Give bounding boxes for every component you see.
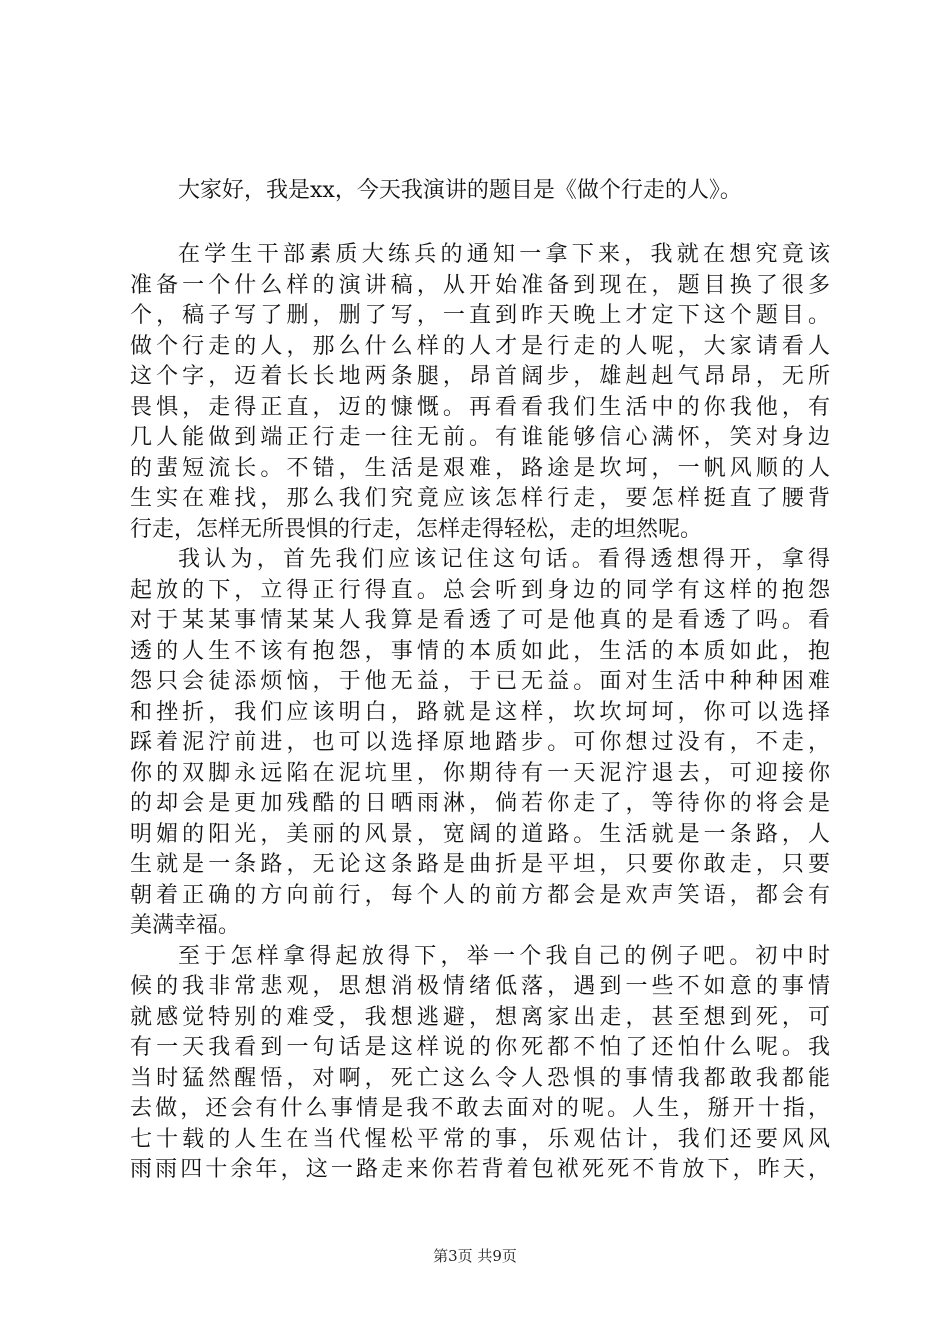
text-line: 的却会是更加残酷的日晒雨淋，倘若你走了，等待你的将会是 [130,791,830,816]
paragraph-3 [130,942,830,1186]
text-line: 生就是一条路，无论这条路是曲折是平坦，只要你敢走，只要 [130,852,830,877]
text-line: 透的人生不该有抱怨，事情的本质如此，生活的本质如此，抱 [130,638,830,664]
text-line: 去做，还会有什么事情是我不敢去面对的呢。人生，掰开十指， [130,1096,830,1121]
text-line: 七十载的人生在当代惺松平常的事，乐观估计，我们还要风风 [130,1126,830,1152]
text-line: 至于怎样拿得起放得下，举一个我自己的例子吧。初中时 [178,943,830,969]
text-line: 生实在难找，那么我们究竟应该怎样行走，要怎样挺直了腰背 [130,486,830,511]
greeting-line: 大家好，我是xx，今天我演讲的题目是《做个行走的人》。 [178,178,742,203]
text-line: 怨只会徒添烦恼，于他无益，于已无益。面对生活中种种困难 [130,669,830,694]
text-line: 起放的下，立得正行得直。总会听到身边的同学有这样的抱怨 [130,577,830,603]
text-line: 准备一个什么样的演讲稿，从开始准备到现在，题目换了很多 [130,272,830,298]
text-line: 做个行走的人，那么什么样的人才是行走的人呢，大家请看人 [130,333,830,359]
text-line: 你的双脚永远陷在泥坑里，你期待有一天泥泞退去，可迎接你 [130,760,830,786]
text-line: 畏惧，走得正直，迈的慷慨。再看看我们生活中的你我他，有 [130,394,830,420]
text-line: 明媚的阳光，美丽的风景，宽阔的道路。生活就是一条路，人 [130,821,830,847]
text-line: 在学生干部素质大练兵的通知一拿下来，我就在想究竟该 [178,242,830,267]
page-number-footer: 第3页 共9页 [433,1247,517,1265]
text-line: 踩着泥泞前进，也可以选择原地踏步。可你想过没有，不走， [130,730,830,755]
text-line: 的蜚短流长。不错，生活是艰难，路途是坎坷，一帆风顺的人 [130,455,830,481]
text-line: 和挫折，我们应该明白，路就是这样，坎坎坷坷，你可以选择 [130,699,830,725]
text-line: 朝着正确的方向前行，每个人的前方都会是欢声笑语，都会有 [130,882,830,908]
text-line: 几人能做到端正行走一往无前。有谁能够信心满怀，笑对身边 [130,425,830,450]
document-body [130,176,830,1186]
text-line: 这个字，迈着长长地两条腿，昂首阔步，雄赳赳气昂昂，无所 [130,364,830,389]
paragraph-2 [130,545,830,942]
text-line: 当时猛然醒悟，对啊，死亡这么令人恐惧的事情我都敢我都能 [130,1065,830,1091]
text-line: 雨雨四十余年，这一路走来你若背着包袱死死不肯放下，昨天， [130,1157,830,1182]
text-line: 就感觉特别的难受，我想逃避，想离家出走，甚至想到死，可 [130,1004,830,1030]
text-line: 行走，怎样无所畏惧的行走，怎样走得轻松，走的坦然呢。 [130,516,703,542]
text-line: 候的我非常悲观，思想消极情绪低落，遇到一些不如意的事情 [130,974,830,999]
text-line: 个，稿子写了删，删了写，一直到昨天晚上才定下这个题目。 [130,303,830,328]
paragraph-1 [130,240,830,545]
text-line: 美满幸福。 [130,913,241,938]
text-line: 我认为，首先我们应该记住这句话。看得透想得开，拿得 [178,547,830,572]
text-line: 对于某某事情某某人我算是看透了可是他真的是看透了吗。看 [130,608,830,633]
text-line: 有一天我看到一句话是这样说的你死都不怕了还怕什么呢。我 [130,1035,830,1060]
